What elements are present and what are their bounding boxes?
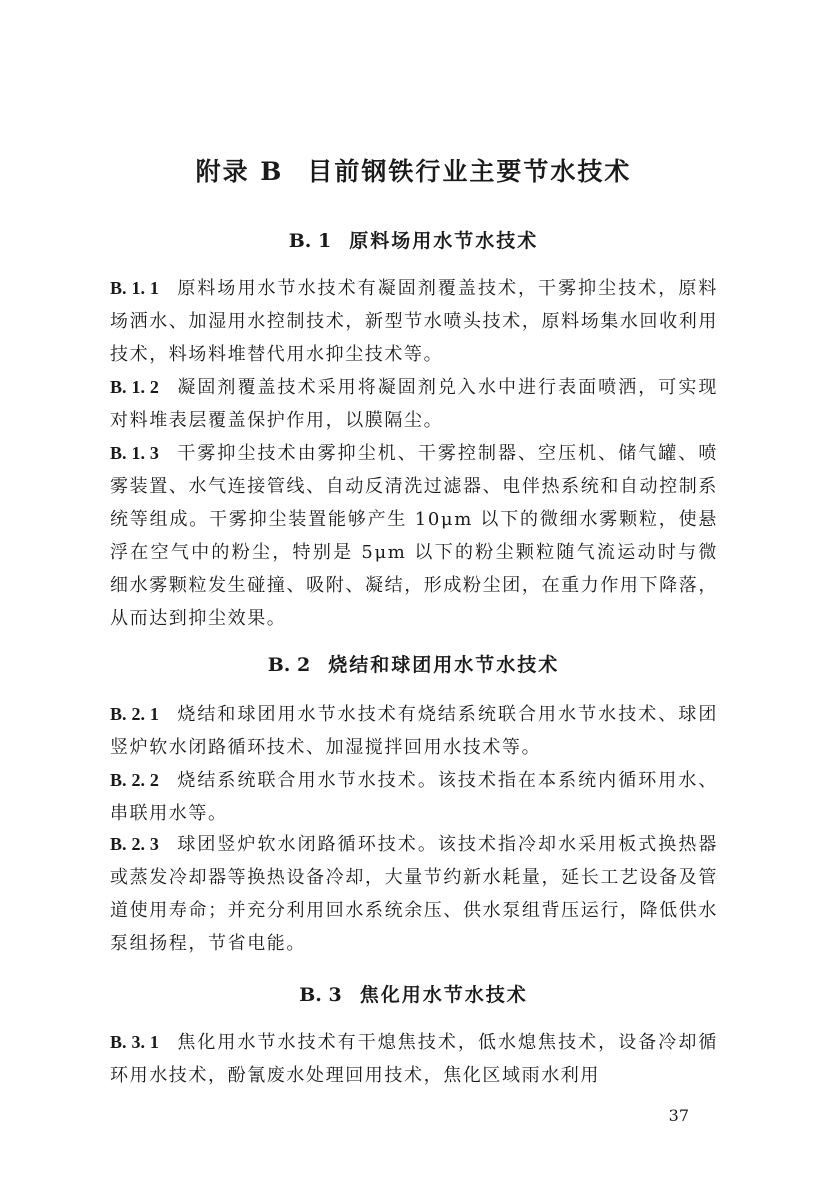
clause-b-1-2 [110,371,718,437]
clause-text: 烧结系统联合用水节水技术。该技术指在本系统内循环用水、串联用水等。 [110,770,718,824]
clause-number: B. 1. 1 [110,278,159,298]
section-heading-b1 [0,226,827,253]
clause-b-1-1 [110,272,718,371]
clause-number: B. 2. 2 [110,770,159,790]
clause-text: 原料场用水节水技术有凝固剂覆盖技术，干雾抑尘技术，原料场洒水、加湿用水控制技术，新型节水喷头技术，原料场集水回收利用技术，料场料堆替代用水抑尘技术等。 [110,278,718,365]
section-number: B. 3 [299,984,342,1006]
section-title: 原料场用水节水技术 [349,230,539,252]
clause-number: B. 1. 3 [110,443,159,463]
appendix-code: 附录 B [195,157,284,186]
clause-number: B. 1. 2 [110,377,159,397]
section-number: B. 1 [288,230,332,252]
clause-number: B. 2. 3 [110,834,159,854]
clause-text: 干雾抑尘技术由雾抑尘机、干雾控制器、空压机、储气罐、喷雾装置、水气连接管线、自动反清洗过滤器、电伴热系统和自动控制系统等组成。干雾抑尘装置能够产生 10μm 以下的微细水雾颗粒，使悬浮在空气中的粉尘，特别是 5μm 以下的粉尘颗粒随气流运动时与微细水雾颗粒发生碰撞、吸附、凝结，形成粉尘团，在重力作用下降落，从而达到抑尘效果。 [110,443,718,629]
clause-b-3-1 [110,1026,718,1092]
clause-number: B. 2. 1 [110,704,159,724]
clause-text: 球团竖炉软水闭路循环技术。该技术指冷却水采用板式换热器或蒸发冷却器等换热设备冷却，大量节约新水耗量，延长工艺设备及管道使用寿命；并充分利用回水系统余压、供水泵组背压运行，降低供水泵组扬程，节省电能。 [110,834,718,954]
section-heading-b2 [0,650,827,677]
section-title: 烧结和球团用水节水技术 [328,654,560,676]
section-heading-b3 [0,980,827,1007]
clause-text: 烧结和球团用水节水技术有烧结系统联合用水节水技术、球团竖炉软水闭路循环技术、加湿搅拌回用水技术等。 [110,704,718,758]
page-number: 37 [668,1106,689,1125]
clause-b-2-1 [110,698,718,764]
clause-b-2-3 [110,828,718,960]
appendix-title-text: 目前钢铁行业主要节水技术 [307,157,632,186]
appendix-title [0,152,827,188]
clause-text: 焦化用水节水技术有干熄焦技术，低水熄焦技术，设备冷却循环用水技术，酚氰废水处理回用技术，焦化区域雨水利用 [110,1032,718,1086]
clause-b-2-2 [110,764,718,830]
section-title: 焦化用水节水技术 [359,984,528,1006]
section-number: B. 2 [267,654,311,676]
clause-b-1-3 [110,437,718,635]
clause-text: 凝固剂覆盖技术采用将凝固剂兑入水中进行表面喷洒，可实现对料堆表层覆盖保护作用，以膜隔尘。 [110,377,718,431]
clause-number: B. 3. 1 [110,1032,159,1052]
